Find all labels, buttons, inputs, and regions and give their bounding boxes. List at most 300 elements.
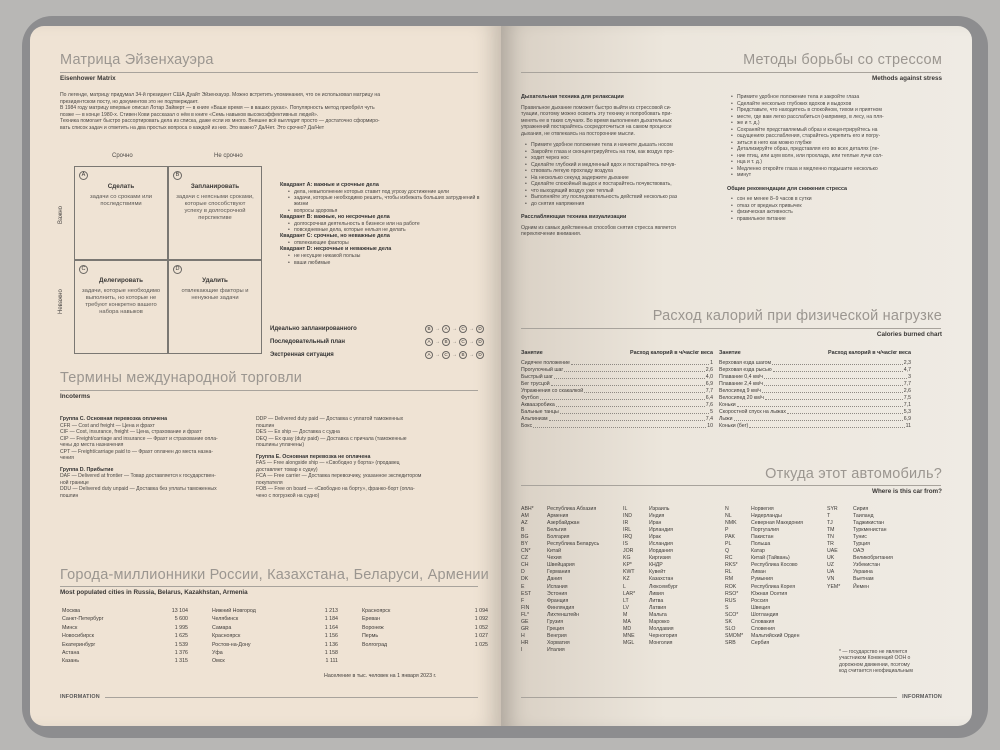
quadrant-list xyxy=(294,240,480,246)
car-code: SCO* xyxy=(725,611,739,618)
quadrant-item: • вопросы здоровья xyxy=(294,208,480,214)
car-country: Грузия xyxy=(547,618,564,625)
calories-value: 7,5 xyxy=(903,395,911,401)
car-country: Иордания xyxy=(649,548,673,555)
car-code: ABH* xyxy=(521,506,534,512)
car-country: Румыния xyxy=(751,576,773,583)
arrow-right-icon: → xyxy=(469,338,474,345)
car-code-row xyxy=(725,555,827,562)
cell-description: задачи с неясными сроками, которые способствуют успеху в долгосрочной перспективе xyxy=(176,194,254,221)
city-population: 1 315 xyxy=(174,658,188,665)
car-code: IR xyxy=(623,520,629,527)
city-population: 1 625 xyxy=(174,633,188,640)
quadrant-item: • задачи, которые необходимо решить, чтобы избежать больших затруднений в жизни xyxy=(294,195,480,207)
cell-title: Запланировать xyxy=(190,183,240,190)
car-code-row xyxy=(623,591,725,598)
calories-table-1 xyxy=(521,350,713,430)
car-code-row xyxy=(725,619,827,626)
car-code-row xyxy=(521,612,623,619)
terms-column-2 xyxy=(256,416,476,499)
car-code-row xyxy=(521,605,623,612)
city-name: Ереван xyxy=(362,616,381,623)
car-code: YEM* xyxy=(827,583,841,590)
car-code: Q xyxy=(725,548,730,555)
car-code: KWT xyxy=(623,569,635,576)
car-country: Сербия xyxy=(751,639,770,646)
car-code: RC xyxy=(725,555,733,562)
arrow-right-icon: → xyxy=(452,325,457,332)
car-code-row xyxy=(623,633,725,640)
cell-title: Сделать xyxy=(107,183,135,190)
calories-value: 7,6 xyxy=(705,402,713,408)
car-codes-list xyxy=(521,506,929,654)
car-code: IRL xyxy=(623,527,632,534)
visualization-step: • зиться в него как можно глубже xyxy=(737,140,941,147)
calories-row xyxy=(521,416,713,423)
city-row xyxy=(62,616,188,624)
city-name: Уфа xyxy=(212,650,223,657)
visualization-step: • Сохраняйте представляемый образ и концентрируйтесь на xyxy=(737,127,941,134)
city-name: Волгоград xyxy=(362,641,388,648)
calories-value: 7,1 xyxy=(903,402,911,408)
city-name: Красноярск xyxy=(362,608,391,614)
activity-name: Сидячее положение xyxy=(521,360,570,366)
car-code-row xyxy=(725,513,827,520)
calories-row xyxy=(521,395,713,402)
car-code-row xyxy=(827,584,929,591)
arrow-right-icon: → xyxy=(469,351,474,358)
car-country: Черногория xyxy=(649,632,678,639)
dot-leader xyxy=(571,360,709,365)
activity-name: Коньки xyxy=(719,402,736,408)
terms-item: пошлин xyxy=(256,422,275,429)
car-country: Дания xyxy=(547,576,562,583)
calories-value: 6,9 xyxy=(903,416,911,422)
terms-item: CIF — Cost, insurance, freight — Цена, страхование и фрахт xyxy=(60,429,202,435)
car-country: Исландия xyxy=(649,541,673,548)
car-code-row xyxy=(623,555,725,562)
cities-column xyxy=(212,608,338,667)
car-codes-column xyxy=(623,506,725,654)
car-code-row xyxy=(725,605,827,612)
car-code: TJ xyxy=(827,520,833,527)
visualization-step: • же и т. д.) xyxy=(737,120,941,127)
car-country: Северная Македония xyxy=(751,520,803,527)
cell-letter: B xyxy=(173,171,182,180)
flow-node: A xyxy=(442,325,450,333)
car-note-line: дорожном движении, поэтому xyxy=(839,661,910,668)
visualization-title: Расслабляющая техника визуализации xyxy=(521,214,627,220)
flow-node: B xyxy=(459,351,467,359)
calories-row xyxy=(719,388,911,395)
car-country: Ливан xyxy=(751,569,766,576)
calories-row xyxy=(521,374,713,381)
flow-node: B xyxy=(442,338,450,346)
car-code-row xyxy=(725,562,827,569)
car-code-row xyxy=(623,612,725,619)
car-country: Франция xyxy=(547,597,569,604)
car-code: CZ xyxy=(521,555,528,562)
dot-leader xyxy=(549,416,705,421)
terms-item: DDU — Delivered duty unpaid — Доставка без уплаты таможенных xyxy=(60,486,217,492)
terms-item: покупателя xyxy=(256,479,283,486)
eisenhower-intro xyxy=(60,92,480,132)
terms-title: Термины международной торговли xyxy=(60,370,303,386)
flow-node: C xyxy=(459,325,467,333)
calories-row xyxy=(719,395,911,402)
city-row xyxy=(212,625,338,633)
calories-value: 2,3 xyxy=(903,360,911,366)
title-rule xyxy=(60,390,478,391)
car-code-row xyxy=(725,541,827,548)
car-code: UK xyxy=(827,555,835,562)
car-country: Мальта xyxy=(649,611,667,618)
car-code: NL xyxy=(725,513,732,520)
car-code-row xyxy=(827,520,929,527)
city-population: 1 995 xyxy=(174,624,188,631)
visualization-step: • ние птиц, или шум волн, или прохлада, или теплые лучи сол- xyxy=(737,153,941,160)
car-country: Кувейт xyxy=(649,569,666,576)
terms-column-1 xyxy=(60,416,260,499)
flow-label: Экстренная ситуация xyxy=(270,351,334,358)
car-code: IL xyxy=(623,506,628,512)
car-code: IS xyxy=(623,541,628,548)
city-population: 1 184 xyxy=(324,616,338,623)
city-name: Минск xyxy=(62,624,78,631)
cities-list xyxy=(62,608,488,667)
city-row xyxy=(62,650,188,658)
car-code: RUS xyxy=(725,597,736,604)
car-country: Турция xyxy=(853,541,870,548)
car-code-row xyxy=(725,640,827,647)
title-rule xyxy=(521,72,941,73)
car-country: Шотландия xyxy=(751,611,779,618)
car-country: Южная Осетия xyxy=(751,590,788,597)
car-code: TM xyxy=(827,527,835,534)
terms-item: DDP — Delivered duty paid — Доставка с уплатой таможенных xyxy=(256,416,404,422)
city-name: Самара xyxy=(212,624,232,631)
general-recommendation: • физическая активность xyxy=(737,209,941,216)
terms-subtitle: Incoterms xyxy=(60,393,91,400)
calories-row xyxy=(521,402,713,409)
car-country: Чехия xyxy=(547,555,562,562)
planning-flows xyxy=(270,322,484,361)
calories-value: 2,6 xyxy=(903,388,911,394)
city-population: 1 052 xyxy=(474,624,488,631)
car-country: ОАЭ xyxy=(853,548,864,555)
city-name: Воронеж xyxy=(362,624,384,631)
car-code: UAE xyxy=(827,548,838,555)
visualization-intro-line: Одним из самых действенных способов снятия стресса является xyxy=(521,224,676,231)
city-name: Нижний Новгород xyxy=(212,608,256,614)
car-code-row xyxy=(521,633,623,640)
car-code: L xyxy=(623,583,626,590)
intro-line: По легенде, матрицу придумал 34-й президент США Дуайт Эйзенхауэр. Можно встретить упоминания, что он использовал матрицу на xyxy=(60,92,381,98)
car-country: Армения xyxy=(547,513,569,520)
car-code: TR xyxy=(827,541,834,548)
calories-row xyxy=(719,423,911,430)
car-code-row xyxy=(725,591,827,598)
dot-leader xyxy=(737,402,903,407)
car-code: BG xyxy=(521,534,529,541)
terms-item: чения xyxy=(60,455,74,461)
car-code: TN xyxy=(827,534,834,541)
car-code: UZ xyxy=(827,562,834,569)
calories-row xyxy=(719,409,911,416)
car-code: FL* xyxy=(521,611,530,618)
dot-leader xyxy=(773,367,903,372)
intro-line: Техника помогает быстро рассортировать дела из списка, даже если их много. Внешне всё выглядит просто — достаточно сформиро- xyxy=(60,118,380,125)
city-row xyxy=(212,658,338,666)
footer-rule xyxy=(521,697,941,698)
car-code: SYR xyxy=(827,506,838,512)
car-code: JOR xyxy=(623,548,634,555)
car-code-row xyxy=(521,647,623,654)
city-name: Омск xyxy=(212,658,225,665)
calories-header-activity: Занятие xyxy=(719,350,741,356)
title-rule xyxy=(521,328,941,329)
car-code-row xyxy=(623,626,725,633)
car-country: КНДР xyxy=(649,562,663,569)
calories-header-activity: Занятие xyxy=(521,350,543,356)
row-important-header: Важно xyxy=(58,205,64,224)
stress-subtitle: Methods against stress xyxy=(872,75,942,82)
city-population: 5 600 xyxy=(174,616,188,623)
arrow-right-icon: → xyxy=(435,351,440,358)
activity-name: Плавание 0,4 км/ч xyxy=(719,374,763,380)
city-population: 1 094 xyxy=(474,608,488,614)
breathing-step: • На несколько секунд задержите дыхание xyxy=(531,175,721,182)
cell-description: задачи со сроками или последствиями xyxy=(90,194,152,207)
stress-column-2 xyxy=(727,94,941,222)
calories-title: Расход калорий при физической нагрузке xyxy=(652,308,942,324)
quadrant-list xyxy=(294,221,480,233)
breathing-intro-line: туации, поэтому можно освоить эту технику и попробовать при- xyxy=(521,111,672,117)
car-code: SRB xyxy=(725,639,736,646)
activity-name: Скоростной спуск на лыжах xyxy=(719,409,786,415)
matrix-cell-d xyxy=(168,260,262,354)
flow-node: A xyxy=(425,351,433,359)
car-code-row xyxy=(827,555,929,562)
breathing-step: • ствовать легкую прохладу воздуха xyxy=(531,168,721,175)
arrow-right-icon: → xyxy=(469,325,474,332)
city-population: 1 156 xyxy=(324,633,338,640)
car-codes-note xyxy=(839,649,931,675)
breathing-step: • Сделайте спокойный выдох и постарайтесь почувствовать, xyxy=(531,181,721,188)
car-country: Мальтийский Орден xyxy=(751,632,800,639)
car-country: Таджикистан xyxy=(853,520,885,527)
city-population: 1 158 xyxy=(324,650,338,657)
cell-description: задачи, которые необходимо выполнить, но которые не требуют конкретно вашего набора навыков xyxy=(81,288,161,315)
terms-item: DEQ — Ex quay (duty paid) — Доставка с причала (таможенные xyxy=(256,435,407,442)
car-country: Норвегия xyxy=(751,506,774,512)
right-footer: INFORMATION xyxy=(897,694,942,700)
car-code-row xyxy=(623,576,725,583)
dot-leader xyxy=(749,423,904,428)
car-country: Азербайджан xyxy=(547,520,580,527)
car-code: RSO* xyxy=(725,590,739,597)
col-not-urgent-header: Не срочно xyxy=(214,153,243,159)
city-population: 1 164 xyxy=(324,624,338,631)
stress-column-1 xyxy=(521,94,721,238)
activity-name: Альпинизм xyxy=(521,416,548,422)
car-code: S xyxy=(725,604,729,611)
car-code-row xyxy=(725,633,827,640)
intro-line: президентском посту, но документов это не подтверждает. xyxy=(60,98,199,105)
car-country: Вьетнам xyxy=(853,576,874,583)
terms-group-title: Группа E. Основная перевозка не оплачена xyxy=(256,453,371,460)
flow-chain xyxy=(425,338,484,346)
quadrant-list xyxy=(294,253,480,265)
car-code: RM xyxy=(725,576,734,583)
car-code-row xyxy=(623,541,725,548)
car-code: B xyxy=(521,527,525,534)
car-country: Узбекистан xyxy=(853,562,880,569)
left-footer: INFORMATION xyxy=(60,694,105,700)
matrix-cell-c xyxy=(74,260,168,354)
breathing-title: Дыхательная техника для релаксации xyxy=(521,94,624,100)
calories-value: 7,7 xyxy=(705,388,713,394)
activity-name: Бальные танцы xyxy=(521,409,559,415)
car-code-row xyxy=(623,640,725,647)
car-code: T xyxy=(827,513,831,520)
cell-letter: C xyxy=(79,265,88,274)
car-country: Словения xyxy=(751,625,775,632)
car-code-row xyxy=(725,598,827,605)
calories-value: 7,7 xyxy=(903,381,911,387)
car-code: RL xyxy=(725,569,732,576)
dot-leader xyxy=(584,388,705,393)
cities-column xyxy=(62,608,188,667)
car-code-row xyxy=(623,562,725,569)
car-code: UA xyxy=(827,569,835,576)
breathing-step: • что выходящий воздух уже теплый xyxy=(531,188,721,195)
car-code: AZ xyxy=(521,520,528,527)
calories-row xyxy=(719,381,911,388)
city-row xyxy=(212,616,338,624)
terms-item: CFR — Cost and freight — Цена и фрахт xyxy=(60,422,155,429)
cars-subtitle: Where is this car from? xyxy=(872,488,942,495)
city-row xyxy=(362,633,488,641)
flow-node: C xyxy=(442,351,450,359)
title-rule xyxy=(60,586,478,587)
flow-node: B xyxy=(425,325,433,333)
car-country: Казахстан xyxy=(649,576,674,583)
quadrant-title: Квадрант C: срочные, но неважные дела xyxy=(280,233,390,240)
breathing-intro-line: Правильное дыхание поможет быстро выйти из стрессовой си- xyxy=(521,104,672,111)
car-code-row xyxy=(521,562,623,569)
visualization-step: • Примите удобное положение тела и закройте глаза xyxy=(737,94,941,101)
calories-row xyxy=(719,374,911,381)
matrix-cell-a xyxy=(74,166,168,260)
quadrant-title: Квадрант D: несрочные и неважные дела xyxy=(280,246,392,253)
car-code-row xyxy=(521,534,623,541)
car-country: Болгария xyxy=(547,534,570,541)
breathing-step: • Закройте глаза и сконцентрируйтесь на том, как воздух про- xyxy=(531,149,721,156)
car-code-row xyxy=(521,584,623,591)
breathing-step: • Сделайте глубокий и медленный вдох и постарайтесь почув- xyxy=(531,162,721,169)
car-note-line: * — государство не является xyxy=(839,649,908,655)
breathing-steps xyxy=(531,142,721,207)
terms-item: CPT — Freight/carriage paid to — Фрахт оплачен до места назна- xyxy=(60,448,213,455)
car-code: SK xyxy=(725,618,732,625)
city-population: 1 027 xyxy=(474,633,488,640)
car-country: Киргизия xyxy=(649,555,671,562)
car-country: Греция xyxy=(547,625,564,632)
car-code-row xyxy=(725,520,827,527)
car-country: Китай (Тайвань) xyxy=(751,555,790,562)
dot-leader xyxy=(560,409,709,414)
activity-name: Коньки (бег) xyxy=(719,423,749,429)
car-code-row xyxy=(725,569,827,576)
activity-name: Аквааэробика xyxy=(521,402,555,408)
dot-leader xyxy=(533,423,706,428)
calories-row xyxy=(521,409,713,416)
terms-item: ной границе xyxy=(60,479,89,486)
cell-title: Удалить xyxy=(202,277,228,284)
quadrant-item: • не несущие никакой пользы xyxy=(294,253,480,259)
visualization-step: • Представьте, что находитесь в спокойном, тихом и приятном xyxy=(737,107,941,114)
car-code: IND xyxy=(623,513,632,520)
car-code-row xyxy=(521,548,623,555)
car-code: PAK xyxy=(725,534,735,541)
calories-header xyxy=(521,350,713,356)
car-country: Бельгия xyxy=(547,527,567,534)
car-code-row xyxy=(521,541,623,548)
car-code-row xyxy=(623,569,725,576)
car-code: M xyxy=(623,611,628,618)
terms-item: CIP — Freight/carriage and insurance — Фрахт и страхование опла- xyxy=(60,435,218,442)
visualization-step: • минут xyxy=(737,172,941,179)
city-name: Санкт-Петербург xyxy=(62,616,104,623)
visualization-step: • Сделайте несколько глубоких вдохов и выдохов xyxy=(737,101,941,108)
calories-value: 1 xyxy=(710,360,713,366)
car-code: RKS* xyxy=(725,562,738,569)
dot-leader xyxy=(764,381,903,386)
car-code: KP* xyxy=(623,562,632,569)
arrow-right-icon: → xyxy=(452,338,457,345)
car-country: Республика Косово xyxy=(751,562,798,569)
visualization-step: • Медленно откройте глаза и медленно подышите несколько xyxy=(737,166,941,173)
dot-leader xyxy=(554,374,705,379)
visualization-step: • месте, где вам легко расслабиться (например, в лесу, на пля- xyxy=(737,114,941,121)
car-country: Россия xyxy=(751,597,769,604)
eisenhower-title: Матрица Эйзенхауэра xyxy=(60,52,214,68)
calories-row xyxy=(719,367,911,374)
car-code-row xyxy=(521,569,623,576)
car-code-row xyxy=(521,640,623,647)
city-population: 1 025 xyxy=(474,641,488,648)
car-country: Люксембург xyxy=(649,583,678,590)
dot-leader xyxy=(772,360,903,365)
car-country: Катар xyxy=(751,548,765,555)
city-population: 1 539 xyxy=(174,641,188,648)
car-code: CN* xyxy=(521,548,531,555)
cities-title: Города-миллионники России, Казахстана, Беларуси, Армении xyxy=(60,567,489,583)
car-code: LT xyxy=(623,597,629,604)
city-row xyxy=(362,642,488,650)
car-country: Сирия xyxy=(853,506,869,512)
terms-item: FCA — Free carrier — Доставка перевозчику, указанное экспедитором xyxy=(256,473,422,479)
car-code-row xyxy=(623,506,725,513)
cell-letter: D xyxy=(173,265,182,274)
activity-name: Футбол xyxy=(521,395,539,401)
car-code-row xyxy=(827,527,929,534)
calories-value: 11 xyxy=(905,423,911,429)
dot-leader xyxy=(734,416,903,421)
car-country: Португалия xyxy=(751,527,779,534)
visualization-steps xyxy=(737,94,941,179)
